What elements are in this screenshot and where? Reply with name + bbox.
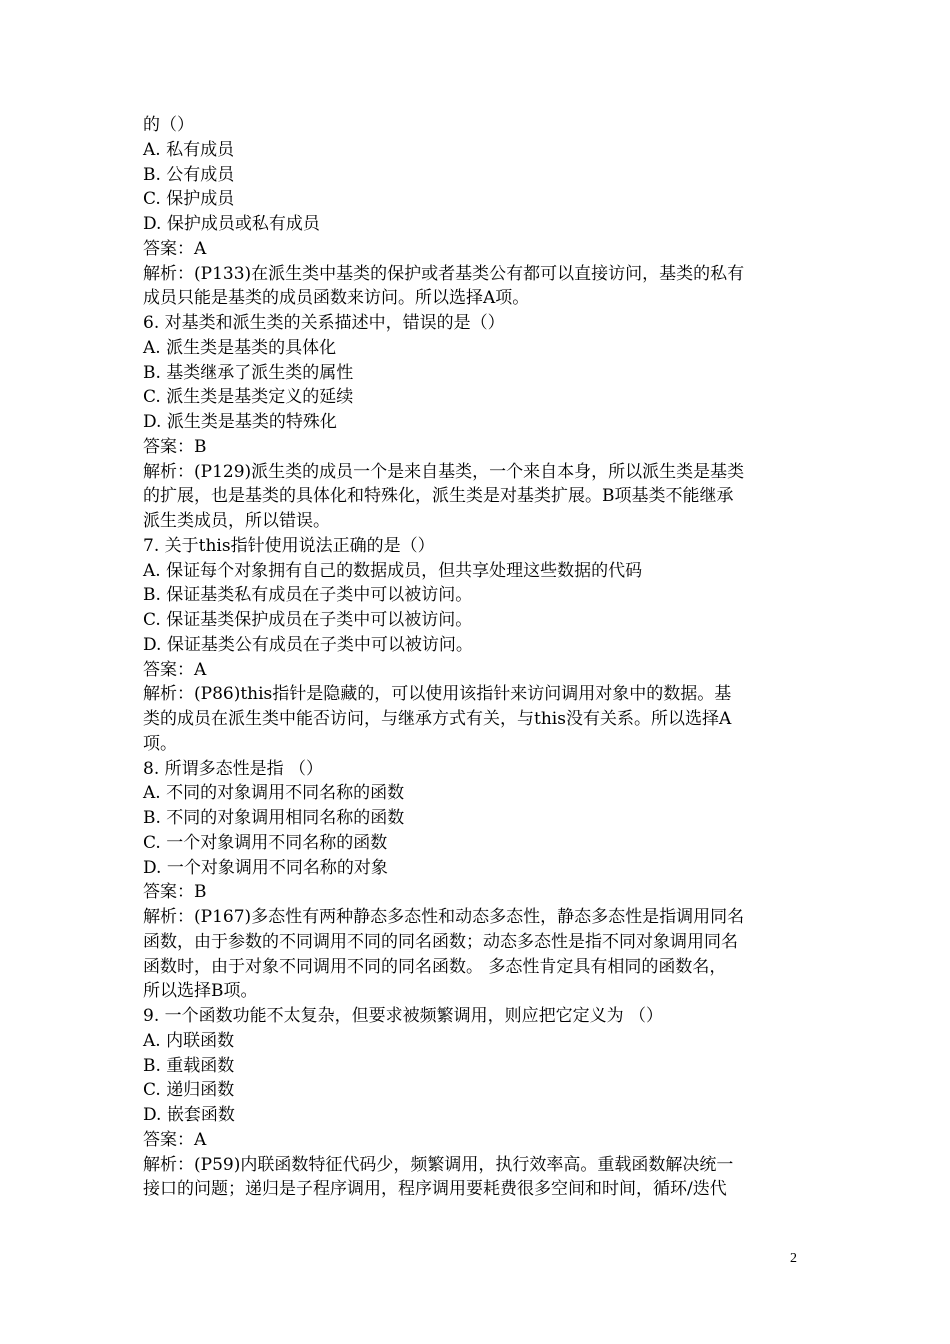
text-line: 9. 一个函数功能不太复杂，但要求被频繁调用，则应把它定义为 （） [143, 1006, 664, 1026]
page-content [143, 113, 813, 1202]
text-line: B. 不同的对象调用相同名称的函数 [143, 808, 405, 828]
text-line: 答案：A [143, 238, 207, 259]
text-line: 解析：(P133)在派生类中基类的保护或者基类公有都可以直接访问，基类的私有 [143, 263, 745, 284]
text-line: 的（） [143, 115, 194, 135]
text-line: 类的成员在派生类中能否访问，与继承方式有关，与this没有关系。所以选择A [143, 709, 732, 729]
text-line: C. 保护成员 [143, 189, 235, 210]
text-line: 答案：B [143, 882, 207, 903]
text-line: 解析：(P86)this指针是隐藏的，可以使用该指针来访问调用对象中的数据。基 [143, 684, 732, 705]
text-line: B. 保证基类私有成员在子类中可以被访问。 [143, 585, 473, 606]
page-number: 2 [790, 1251, 797, 1266]
text-line: 派生类成员，所以错误。 [143, 511, 330, 531]
text-line: D. 保护成员或私有成员 [143, 214, 320, 234]
text-line: D. 派生类是基类的特殊化 [143, 412, 337, 432]
text-line: 函数时，由于对象不同调用不同的同名函数。 多态性肯定具有相同的函数名， [143, 956, 727, 977]
text-line: 解析：(P59)内联函数特征代码少，频繁调用，执行效率高。重载函数解决统一 [143, 1154, 734, 1175]
text-line: A. 私有成员 [143, 139, 235, 160]
text-line: 项。 [143, 733, 177, 754]
text-line: C. 保证基类保护成员在子类中可以被访问。 [143, 610, 473, 630]
text-line: 解析：(P129)派生类的成员一个是来自基类，一个来自本身，所以派生类是基类 [143, 461, 745, 482]
text-line: D. 一个对象调用不同名称的对象 [143, 857, 388, 878]
text-line: 答案：B [143, 436, 207, 457]
text-line: D. 保证基类公有成员在子类中可以被访问。 [143, 634, 473, 655]
text-line: B. 公有成员 [143, 164, 235, 185]
text-line: C. 一个对象调用不同名称的函数 [143, 832, 388, 853]
text-line: 函数，由于参数的不同调用不同的同名函数；动态多态性是指不同对象调用同名 [143, 931, 738, 952]
text-line: 答案：A [143, 659, 207, 680]
text-line: 6. 对基类和派生类的关系描述中，错误的是（） [143, 313, 505, 333]
text-line: C. 派生类是基类定义的延续 [143, 387, 354, 408]
text-line: A. 派生类是基类的具体化 [143, 337, 337, 358]
text-line: B. 重载函数 [143, 1055, 235, 1076]
text-line: A. 内联函数 [143, 1030, 235, 1051]
text-line: A. 保证每个对象拥有自己的数据成员，但共享处理这些数据的代码 [143, 560, 643, 581]
text-line: C. 递归函数 [143, 1080, 235, 1101]
text-line: 所以选择B项。 [143, 981, 258, 1002]
text-line: 成员只能是基类的成员函数来访问。所以选择A项。 [143, 288, 530, 309]
text-line: 的扩展，也是基类的具体化和特殊化，派生类是对基类扩展。B项基类不能继承 [143, 486, 734, 507]
text-line: 7. 关于this指针使用说法正确的是（） [143, 535, 435, 556]
text-line: B. 基类继承了派生类的属性 [143, 362, 354, 383]
text-line: 8. 所谓多态性是指 （） [143, 758, 324, 779]
text-line: 解析：(P167)多态性有两种静态多态性和动态多态性，静态多态性是指调用同名 [143, 907, 745, 927]
text-line: D. 嵌套函数 [143, 1105, 235, 1125]
text-line: 答案：A [143, 1129, 207, 1150]
text-line: 接口的问题；递归是子程序调用，程序调用要耗费很多空间和时间，循环/迭代 [143, 1179, 727, 1200]
text-line: A. 不同的对象调用不同名称的函数 [143, 783, 405, 804]
